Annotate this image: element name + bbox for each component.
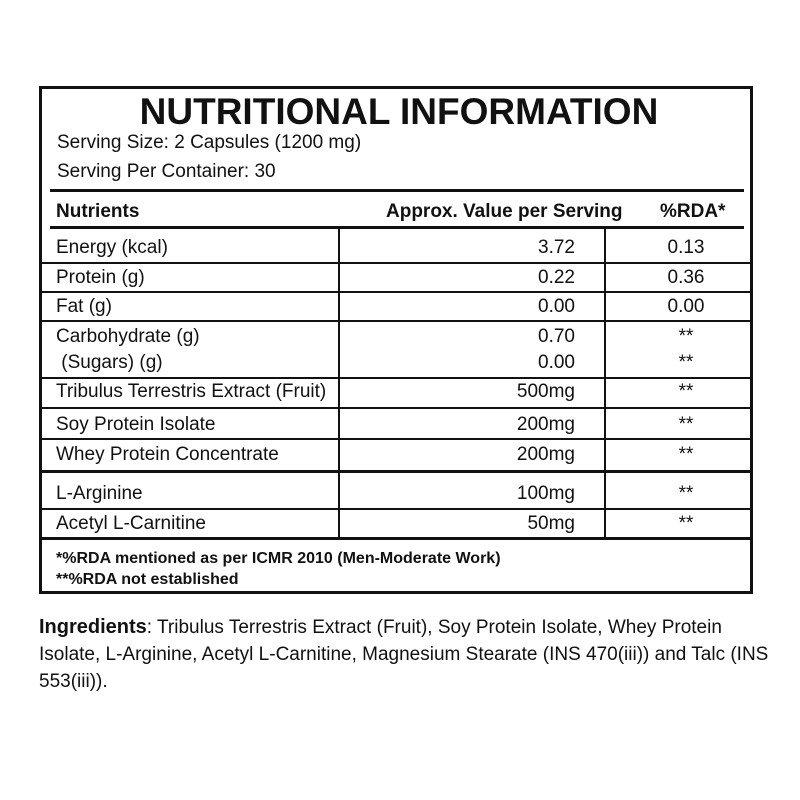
nutrient-rda: ** bbox=[678, 483, 694, 504]
nutrient-value: 50mg bbox=[527, 513, 575, 534]
nutrition-panel bbox=[39, 86, 753, 594]
header-nutrients: Nutrients bbox=[56, 201, 140, 222]
nutrient-rda: ** bbox=[678, 326, 694, 347]
ingredients-text: : Tribulus Terrestris Extract (Fruit), Soy Protein Isolate, Whey Protein Isolate, L-Arginine, Acetyl L-Carnitine, Magnesium Stearate (INS 470(iii)) and Talc (INS 553(iii)). bbox=[39, 617, 769, 692]
row-divider bbox=[42, 291, 750, 293]
servings-per-container: Serving Per Container: 30 bbox=[57, 161, 276, 182]
footnote-rda-source: *%RDA mentioned as per ICMR 2010 (Men-Moderate Work) bbox=[56, 550, 501, 567]
nutrient-rda: 0.36 bbox=[667, 267, 705, 288]
row-divider-thick bbox=[42, 470, 750, 473]
column-divider-1 bbox=[338, 229, 340, 537]
row-divider bbox=[42, 508, 750, 510]
nutrient-name: Carbohydrate (g) bbox=[56, 326, 200, 347]
ingredients-label: Ingredients bbox=[39, 616, 147, 638]
nutrient-rda: ** bbox=[678, 381, 694, 402]
row-divider bbox=[42, 438, 750, 440]
panel-title: NUTRITIONAL INFORMATION bbox=[139, 91, 659, 132]
header-top-rule bbox=[50, 189, 744, 192]
nutrient-name: Energy (kcal) bbox=[56, 237, 168, 258]
nutrient-name: Protein (g) bbox=[56, 267, 145, 288]
nutrient-name: (Sugars) (g) bbox=[56, 352, 163, 373]
row-divider bbox=[42, 320, 750, 322]
column-divider-2 bbox=[604, 229, 606, 537]
serving-size: Serving Size: 2 Capsules (1200 mg) bbox=[57, 132, 362, 153]
nutrient-value: 0.00 bbox=[538, 352, 575, 373]
nutrient-rda: ** bbox=[678, 352, 694, 373]
ingredients-section bbox=[39, 614, 769, 695]
row-divider bbox=[42, 377, 750, 379]
nutrient-value: 200mg bbox=[516, 414, 575, 435]
nutrient-value: 0.22 bbox=[538, 267, 575, 288]
nutrient-value: 500mg bbox=[516, 381, 575, 402]
nutrient-name: Tribulus Terrestris Extract (Fruit) bbox=[56, 381, 327, 402]
row-divider bbox=[42, 262, 750, 264]
nutrient-value: 100mg bbox=[516, 483, 575, 504]
header-bottom-rule bbox=[50, 226, 744, 229]
nutrient-rda: ** bbox=[678, 513, 694, 534]
nutrient-value: 3.72 bbox=[538, 237, 575, 258]
nutrient-rda: 0.00 bbox=[667, 296, 705, 317]
table-bottom-rule bbox=[42, 537, 750, 540]
nutrient-value: 0.70 bbox=[538, 326, 575, 347]
nutrient-name: Fat (g) bbox=[56, 296, 112, 317]
nutrient-rda: 0.13 bbox=[667, 237, 705, 258]
footnote-rda-not-established: **%RDA not established bbox=[56, 571, 239, 588]
header-rda: %RDA* bbox=[660, 201, 726, 222]
header-value: Approx. Value per Serving bbox=[386, 201, 623, 222]
nutrient-name: Acetyl L-Carnitine bbox=[56, 513, 206, 534]
nutrient-value: 200mg bbox=[516, 444, 575, 465]
nutrient-rda: ** bbox=[678, 444, 694, 465]
nutrient-rda: ** bbox=[678, 414, 694, 435]
nutrient-value: 0.00 bbox=[538, 296, 575, 317]
nutrient-name: Soy Protein Isolate bbox=[56, 414, 216, 435]
nutrient-name: L-Arginine bbox=[56, 483, 143, 504]
row-divider bbox=[42, 407, 750, 409]
nutrient-name: Whey Protein Concentrate bbox=[56, 444, 279, 465]
